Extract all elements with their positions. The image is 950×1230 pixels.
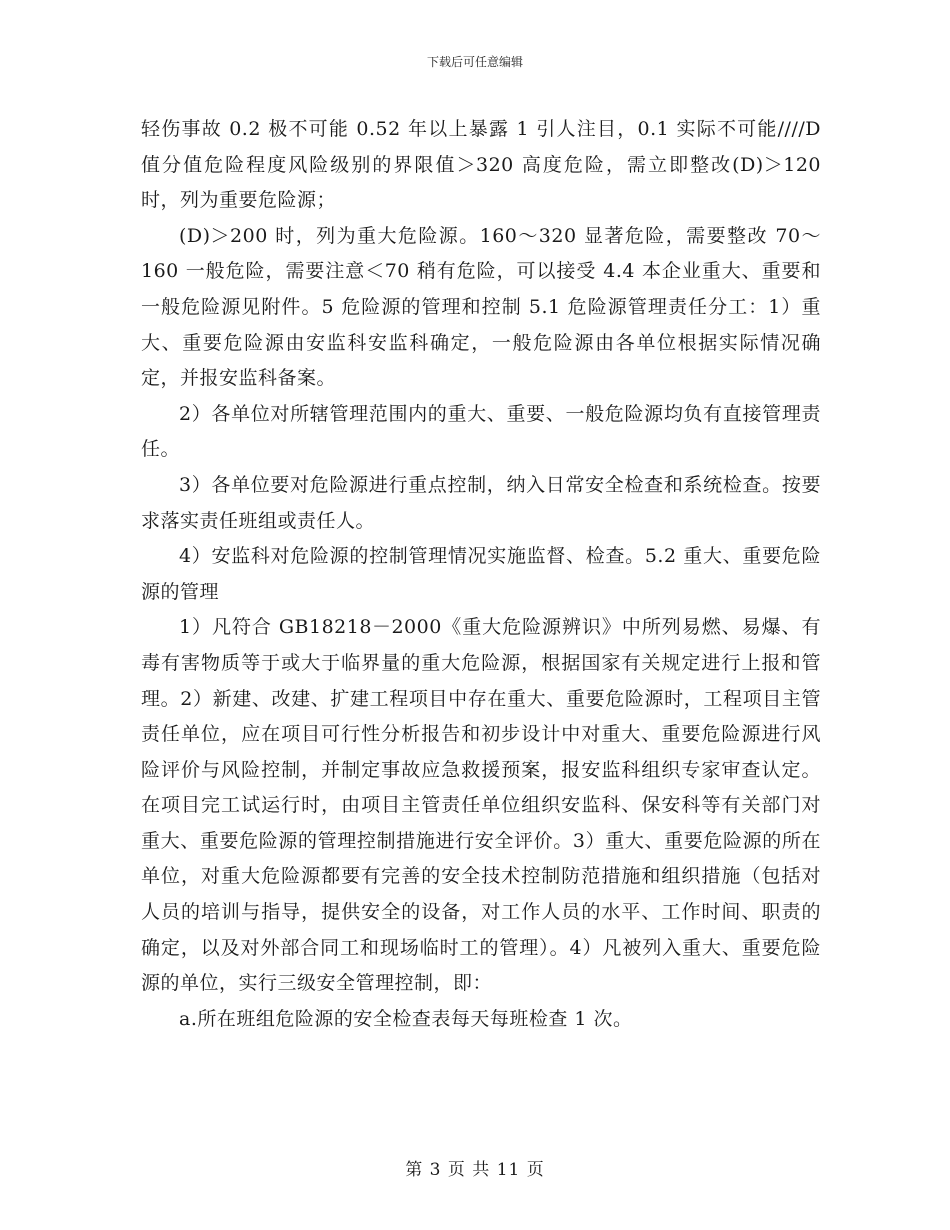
paragraph-6: 1）凡符合 GB18218－2000《重大危险源辨识》中所列易燃、易爆、有毒有害物质等于或大于临界量的重大危险源，根据国家有关规定进行上报和管理。2）新建、改建、扩建工程项目中存在重大、重要危险源时，工程项目主管责任单位，应在项目可行性分析报告和初步设计中对重大、重要危险源进行风险评价与风险控制，并制定事故应急救援预案，报安监科组织专家审查认定。在项目完工试运行时，由项目主管责任单位组织安监科、保安科等有关部门对重大、重要危险源的管理控制措施进行安全评价。3）重大、重要危险源的所在单位，对重大危险源都要有完善的安全技术控制防范措施和组织措施（包括对人员的培训与指导，提供安全的设备，对工作人员的水平、工作时间、职责的确定，以及对外部合同工和现场临时工的管理）。4）凡被列入重大、重要危险源的单位，实行三级安全管理控制，即： <box>141 616 821 995</box>
page-footer: 第 3 页 共 11 页 <box>405 1160 545 1180</box>
paragraph-4: 3）各单位要对危险源进行重点控制，纳入日常安全检查和系统检查。按要求落实责任班组或责任人。 <box>141 473 821 532</box>
paragraph-5: 4）安监科对危险源的控制管理情况实施监督、检查。5.2 重大、重要危险源的管理 <box>141 545 821 603</box>
paragraph-7: a.所在班组危险源的安全检查表每天每班检查 1 次。 <box>179 1007 633 1030</box>
paragraph-3: 2）各单位对所辖管理范围内的重大、重要、一般危险源均负有直接管理责任。 <box>141 402 821 461</box>
paragraph-2: (D)＞200 时，列为重大危险源。160～320 显著危险，需要整改 70～160 一般危险，需要注意＜70 稍有危险，可以接受 4.4 本企业重大、重要和一般危险源见附件。5 危险源的管理和控制 5.1 危险源管理责任分工：1）重大、重要危险源由安监科安监科确定，一般危险源由各单位根据实际情况确定，并报安监科备案。 <box>141 224 821 390</box>
paragraph-1: 轻伤事故 0.2 极不可能 0.52 年以上暴露 1 引人注目，0.1 实际不可能////D 值分值危险程度风险级别的界限值＞320 高度危险，需立即整改(D)＞120 时，列为重要危险源； <box>141 118 821 212</box>
page-header: 下载后可任意编辑 <box>426 55 523 69</box>
body-text <box>141 112 821 1037</box>
